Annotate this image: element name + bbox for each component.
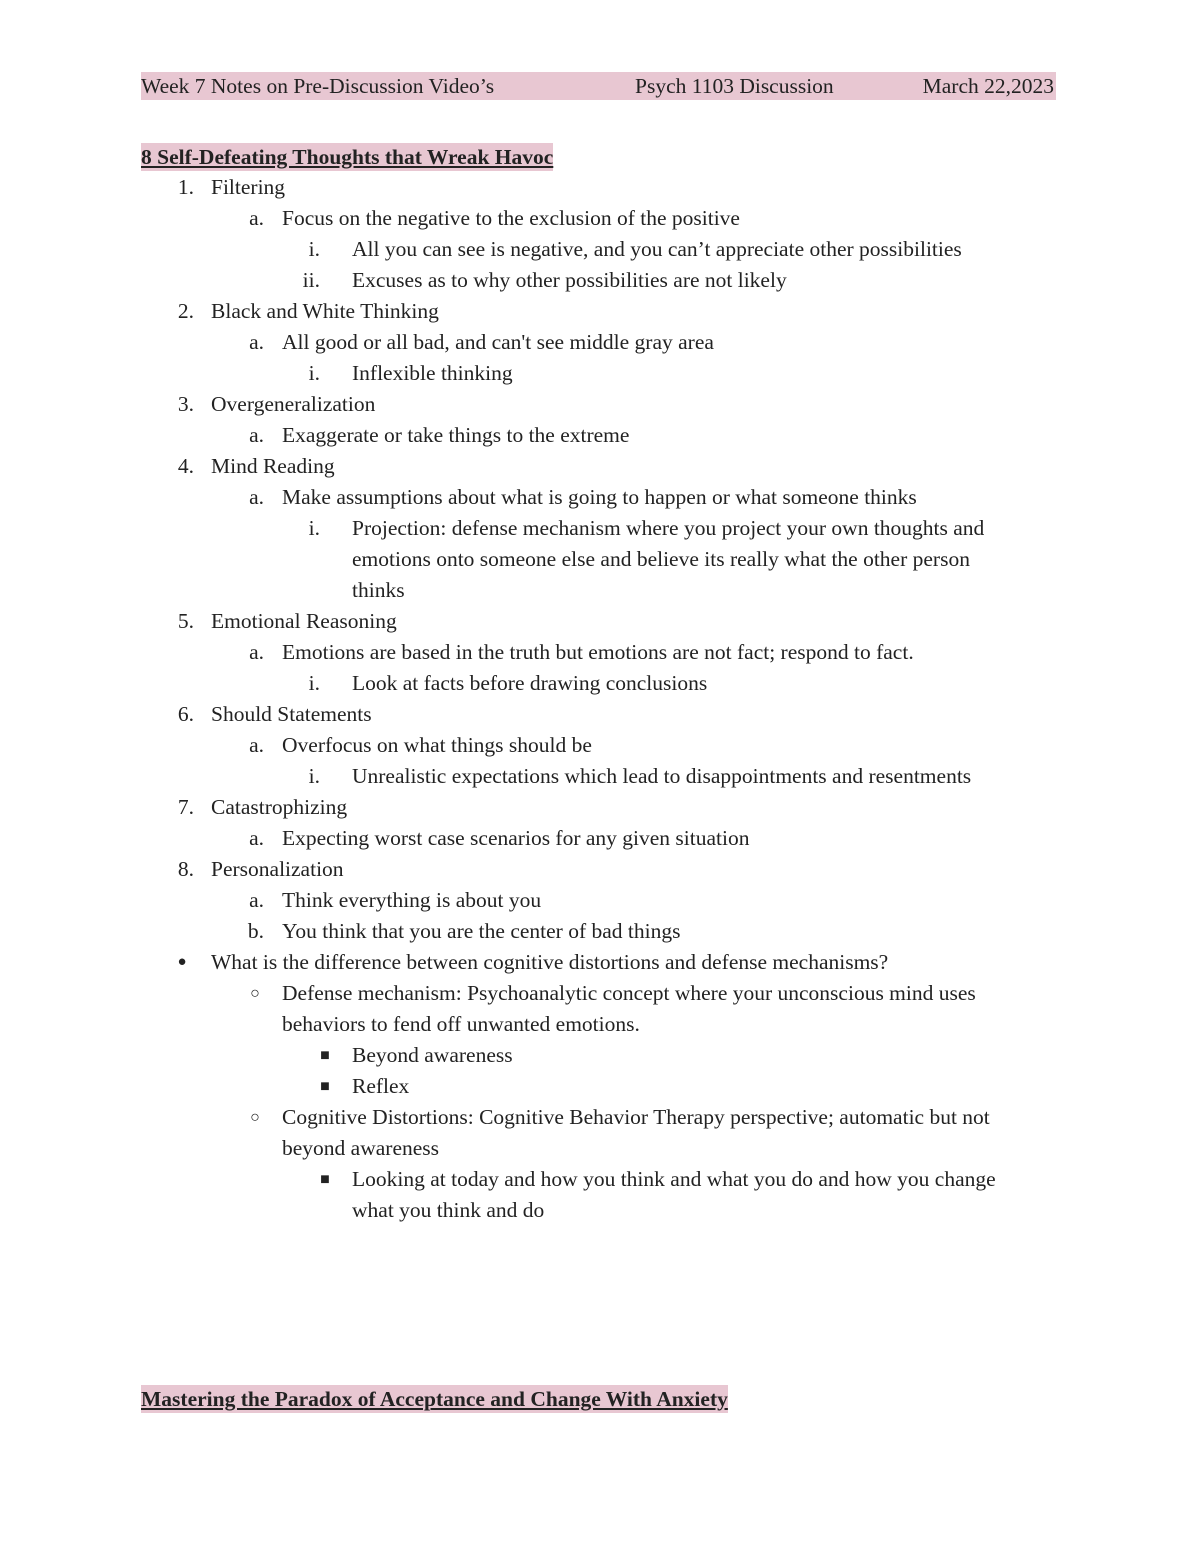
list-item [0, 358, 1200, 389]
list-text: What is the difference between cognitive distortions and defense mechanisms? [211, 950, 889, 974]
list-text: Reflex [352, 1074, 410, 1098]
list-marker: i. [308, 764, 320, 788]
list-marker: 7. [177, 795, 194, 819]
list-text: All you can see is negative, and you can’t appreciate other possibilities [352, 237, 962, 261]
list-marker: a. [249, 640, 264, 664]
filled-bullet-icon: ● [177, 954, 187, 970]
bullet-item [0, 1102, 1200, 1133]
list-text: Cognitive Distortions: Cognitive Behavior Therapy perspective; automatic but not [282, 1105, 990, 1129]
list-marker: a. [249, 206, 264, 230]
list-text: thinks [352, 578, 405, 602]
list-item [0, 823, 1200, 854]
list-text: what you think and do [352, 1198, 545, 1222]
square-bullet-icon: ■ [320, 1078, 330, 1095]
list-text: Emotions are based in the truth but emotions are not fact; respond to fact. [282, 640, 914, 664]
list-item [0, 761, 1200, 792]
list-marker: 6. [177, 702, 194, 726]
list-item [0, 420, 1200, 451]
list-text: Projection: defense mechanism where you project your own thoughts and [352, 516, 985, 540]
list-marker: 4. [177, 454, 194, 478]
list-item [0, 389, 1200, 420]
bullet-item [0, 1040, 1200, 1071]
list-item [0, 606, 1200, 637]
bullet-item [0, 978, 1200, 1009]
hollow-circle-bullet-icon: ○ [250, 1109, 260, 1126]
list-text: Catastrophizing [211, 795, 348, 819]
list-item [0, 854, 1200, 885]
bullet-item [0, 1164, 1200, 1195]
list-item-continuation [0, 1009, 1200, 1040]
list-marker: 1. [177, 175, 194, 199]
list-marker: a. [249, 330, 264, 354]
list-marker: 3. [177, 392, 194, 416]
list-text: Overgeneralization [211, 392, 376, 416]
list-text: Overfocus on what things should be [282, 733, 592, 757]
list-text: beyond awareness [282, 1136, 440, 1160]
list-item [0, 730, 1200, 761]
list-item [0, 482, 1200, 513]
list-text: Focus on the negative to the exclusion of the positive [282, 206, 740, 230]
list-text: All good or all bad, and can't see middle gray area [282, 330, 714, 354]
list-item [0, 699, 1200, 730]
list-marker: 2. [177, 299, 194, 323]
list-text: Looking at today and how you think and what you do and how you change [352, 1167, 996, 1191]
list-marker: a. [249, 826, 264, 850]
list-text: Exaggerate or take things to the extreme [282, 423, 630, 447]
header-date: March 22,2023 [922, 74, 1054, 98]
list-text: Defense mechanism: Psychoanalytic concept where your unconscious mind uses [282, 981, 976, 1005]
list-marker: ii. [302, 268, 320, 292]
list-marker: 8. [177, 857, 194, 881]
list-item [0, 451, 1200, 482]
list-item [0, 885, 1200, 916]
list-item [0, 513, 1200, 544]
list-text: Think everything is about you [282, 888, 542, 912]
list-item-continuation [0, 544, 1200, 575]
list-text: Make assumptions about what is going to happen or what someone thinks [282, 485, 917, 509]
list-item-continuation [0, 1133, 1200, 1164]
list-text: Expecting worst case scenarios for any given situation [282, 826, 750, 850]
header-course: Psych 1103 Discussion [635, 74, 834, 98]
list-text: Black and White Thinking [211, 299, 439, 323]
list-text: Filtering [211, 175, 286, 199]
bullet-item [0, 1071, 1200, 1102]
list-text: You think that you are the center of bad things [282, 919, 681, 943]
list-item [0, 327, 1200, 358]
list-marker: a. [249, 888, 264, 912]
header-left-title: Week 7 Notes on Pre-Discussion Video’s [141, 74, 495, 98]
list-text: Inflexible thinking [352, 361, 513, 385]
list-item [0, 792, 1200, 823]
list-item-continuation [0, 575, 1200, 606]
list-marker: i. [308, 671, 320, 695]
list-item [0, 668, 1200, 699]
page-header [141, 72, 1056, 100]
list-marker: a. [249, 485, 264, 509]
list-text: Should Statements [211, 702, 372, 726]
list-marker: i. [308, 237, 320, 261]
list-text: Excuses as to why other possibilities are not likely [352, 268, 787, 292]
list-marker: b. [247, 919, 264, 943]
list-text: Beyond awareness [352, 1043, 513, 1067]
list-text: Look at facts before drawing conclusions [352, 671, 708, 695]
list-text: Personalization [211, 857, 344, 881]
list-item [0, 637, 1200, 668]
list-item [0, 234, 1200, 265]
list-marker: i. [308, 361, 320, 385]
section-heading-paradox-acceptance: Mastering the Paradox of Acceptance and Change With Anxiety [141, 1387, 728, 1411]
list-item [0, 172, 1200, 203]
list-item [0, 296, 1200, 327]
list-text: Mind Reading [211, 454, 335, 478]
list-text: Unrealistic expectations which lead to disappointments and resentments [352, 764, 972, 788]
hollow-circle-bullet-icon: ○ [250, 985, 260, 1002]
list-item [0, 916, 1200, 947]
list-marker: a. [249, 733, 264, 757]
list-text: emotions onto someone else and believe its really what the other person [352, 547, 970, 571]
square-bullet-icon: ■ [320, 1171, 330, 1188]
bullet-item [0, 947, 1200, 978]
list-item-continuation [0, 1195, 1200, 1226]
square-bullet-icon: ■ [320, 1047, 330, 1064]
list-marker: a. [249, 423, 264, 447]
list-item [0, 265, 1200, 296]
list-text: Emotional Reasoning [211, 609, 397, 633]
notes-outline [0, 172, 1200, 1226]
list-marker: i. [308, 516, 320, 540]
list-marker: 5. [177, 609, 194, 633]
list-text: behaviors to fend off unwanted emotions. [282, 1012, 640, 1036]
list-item [0, 203, 1200, 234]
section-heading-self-defeating-thoughts: 8 Self-Defeating Thoughts that Wreak Havoc [141, 145, 554, 169]
